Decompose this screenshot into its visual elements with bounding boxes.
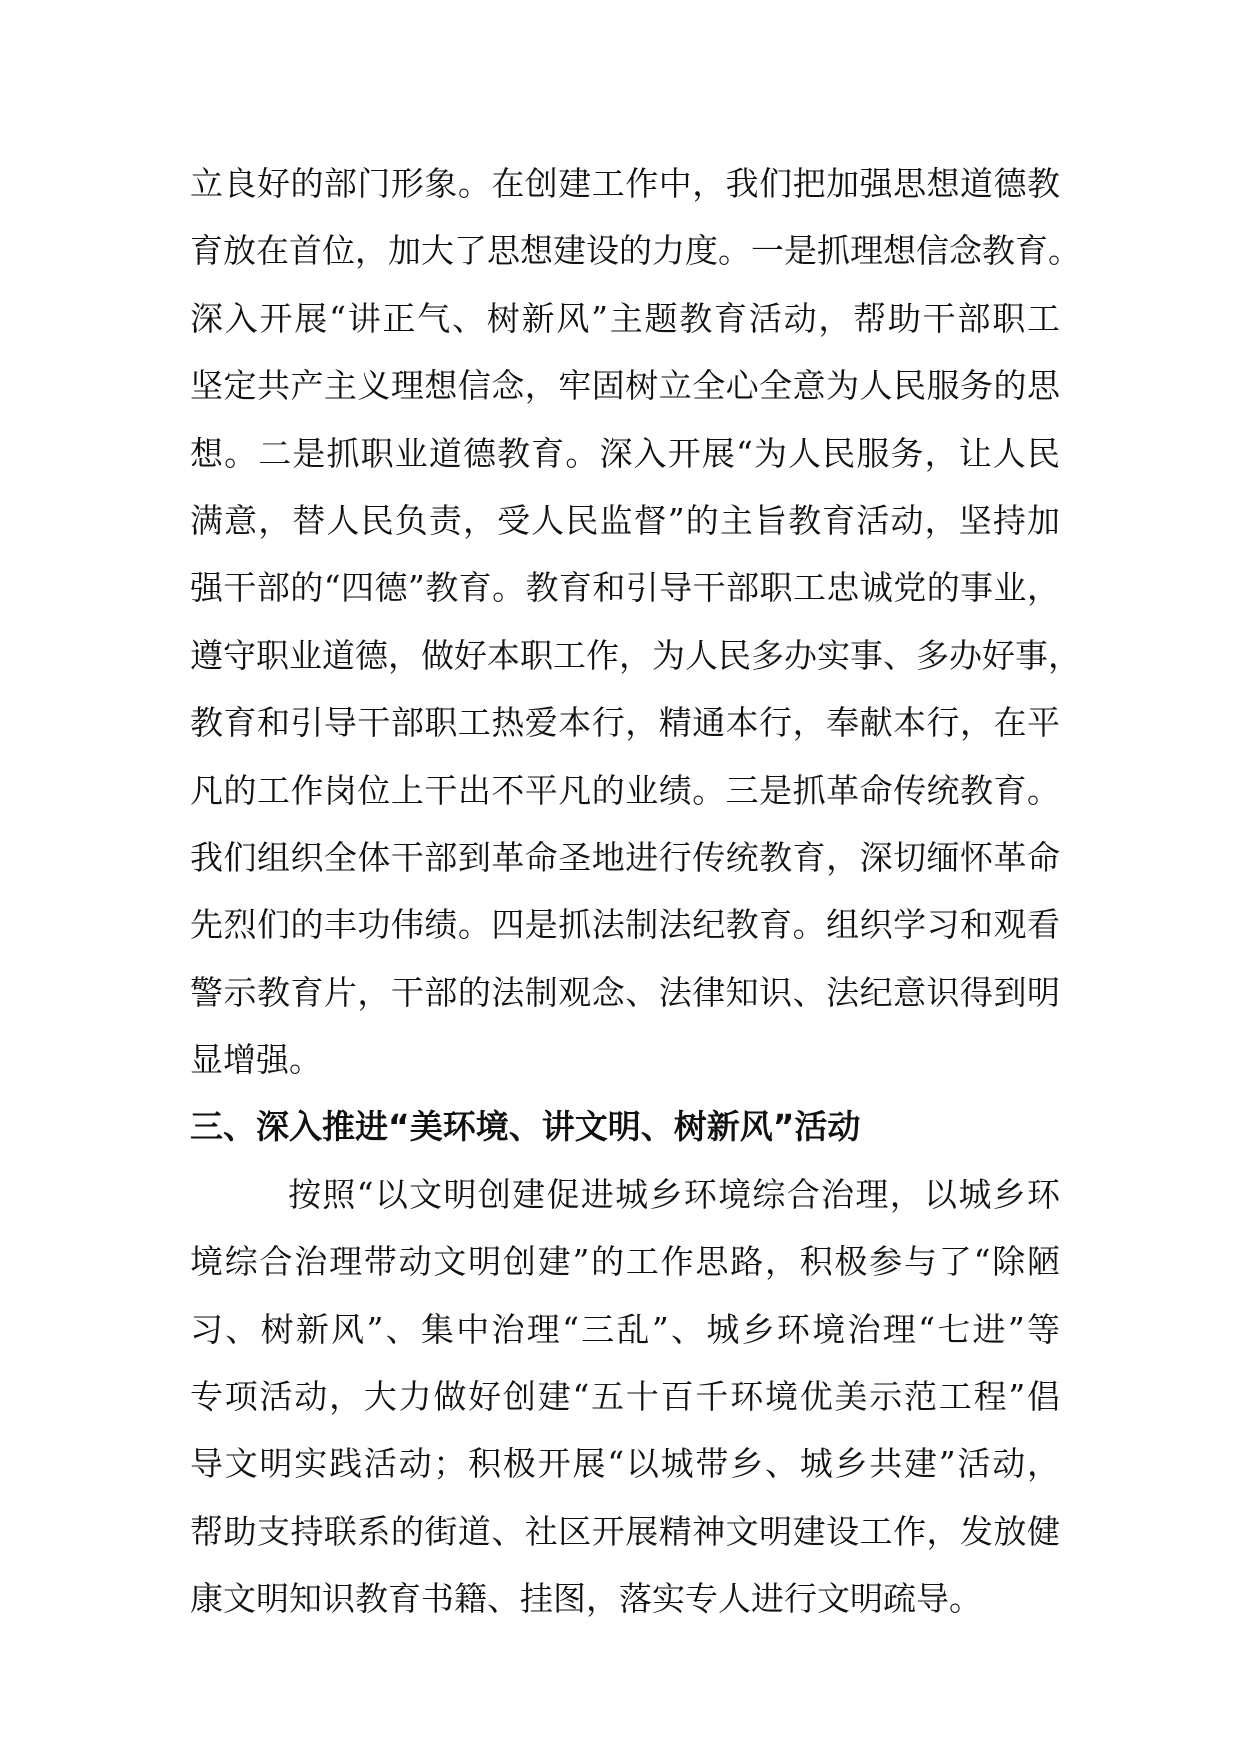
paragraph-line: 帮助支持联系的街道、社区开展精神文明建设工作，发放健 (190, 1511, 1060, 1551)
paragraph-ideology-education (190, 150, 1081, 1093)
section-heading: 三、深入推进“美环境、讲文明、树新风”活动 (190, 1107, 861, 1147)
paragraph-line: 导文明实践活动；积极开展“以城带乡、城乡共建”活动， (190, 1444, 1060, 1484)
paragraph-line: 凡的工作岗位上干出不平凡的业绩。三是抓革命传统教育。 (190, 770, 1060, 810)
paragraph-line: 深入开展“讲正气、树新风”主题教育活动，帮助干部职工 (190, 298, 1060, 338)
paragraph-line: 警示教育片，干部的法制观念、法律知识、法纪意识得到明 (190, 972, 1060, 1012)
paragraph-line: 显增强。 (190, 1040, 322, 1080)
paragraph-line: 专项活动，大力做好创建“五十百千环境优美示范工程”倡 (190, 1377, 1060, 1417)
paragraph-line: 按照“以文明创建促进城乡环境综合治理，以城乡环 (288, 1174, 1060, 1214)
paragraph-line: 育放在首位，加大了思想建设的力度。一是抓理想信念教育。 (190, 231, 1081, 271)
paragraph-line: 坚定共产主义理想信念，牢固树立全心全意为人民服务的思 (190, 366, 1060, 406)
paragraph-line: 先烈们的丰功伟绩。四是抓法制法纪教育。组织学习和观看 (190, 905, 1060, 945)
paragraph-line: 我们组织全体干部到革命圣地进行传统教育，深切缅怀革命 (190, 837, 1060, 877)
paragraph-line: 立良好的部门形象。在创建工作中，我们把加强思想道德教 (190, 164, 1060, 203)
paragraph-line: 习、树新风”、集中治理“三乱”、城乡环境治理“七进”等 (190, 1309, 1060, 1349)
paragraph-line: 境综合治理带动文明创建”的工作思路，积极参与了“除陋 (190, 1242, 1060, 1282)
document-body (190, 150, 1081, 1633)
paragraph-line: 想。二是抓职业道德教育。深入开展“为人民服务，让人民 (190, 433, 1060, 473)
paragraph-line: 强干部的“四德”教育。教育和引导干部职工忠诚党的事业， (190, 568, 1060, 608)
paragraph-line: 教育和引导干部职工热爱本行，精通本行，奉献本行，在平 (190, 703, 1060, 743)
paragraph-environment-campaign (190, 1161, 1060, 1633)
paragraph-line: 满意，替人民负责，受人民监督”的主旨教育活动，坚持加 (190, 500, 1060, 540)
paragraph-line: 遵守职业道德，做好本职工作，为人民多办实事、多办好事， (190, 635, 1081, 675)
paragraph-line: 康文明知识教育书籍、挂图，落实专人进行文明疏导。 (190, 1579, 982, 1619)
